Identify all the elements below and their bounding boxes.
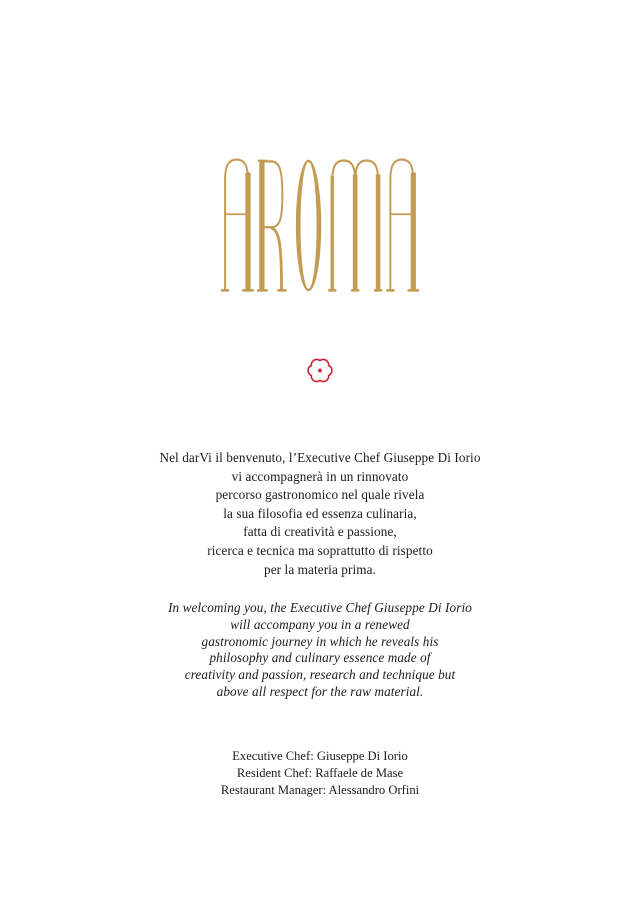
staff-credits — [0, 748, 640, 800]
text-line: above all respect for the raw material. — [216, 683, 424, 699]
credit-line-restaurant-manager: Restaurant Manager: Alessandro Orfini — [220, 783, 420, 798]
text-line: percorso gastronomico nel quale rivela — [215, 487, 425, 503]
text-line: creativity and passion, research and technique but — [184, 667, 456, 683]
text-line: Nel darVi il benvenuto, l’Executive Chef Giuseppe Di Iorio — [159, 450, 481, 465]
text-line: In welcoming you, the Executive Chef Giuseppe Di Iorio — [168, 600, 472, 615]
text-line: per la materia prima. — [264, 561, 376, 577]
aroma-logo-lettering — [221, 154, 419, 295]
text-line: la sua filosofia ed essenza culinaria, — [223, 505, 417, 521]
text-line: fatta di creatività e passione, — [243, 524, 397, 540]
text-line: vi accompagnerà in un rinnovato — [231, 468, 409, 484]
text-line: gastronomic journey in which he reveals his — [201, 633, 439, 649]
aroma-logo — [221, 154, 419, 300]
text-line: will accompany you in a renewed — [230, 616, 410, 632]
michelin-star-glyph — [307, 357, 334, 384]
michelin-star-icon — [307, 357, 334, 384]
text-line: philosophy and culinary essence made of — [209, 650, 431, 666]
credit-line-executive-chef: Executive Chef: Giuseppe Di Iorio — [232, 749, 408, 763]
welcome-paragraph-italian — [0, 449, 640, 579]
text-line: ricerca e tecnica ma soprattutto di rispetto — [207, 542, 433, 558]
welcome-paragraph-english — [0, 600, 640, 701]
credit-line-resident-chef: Resident Chef: Raffaele de Mase — [236, 766, 404, 781]
